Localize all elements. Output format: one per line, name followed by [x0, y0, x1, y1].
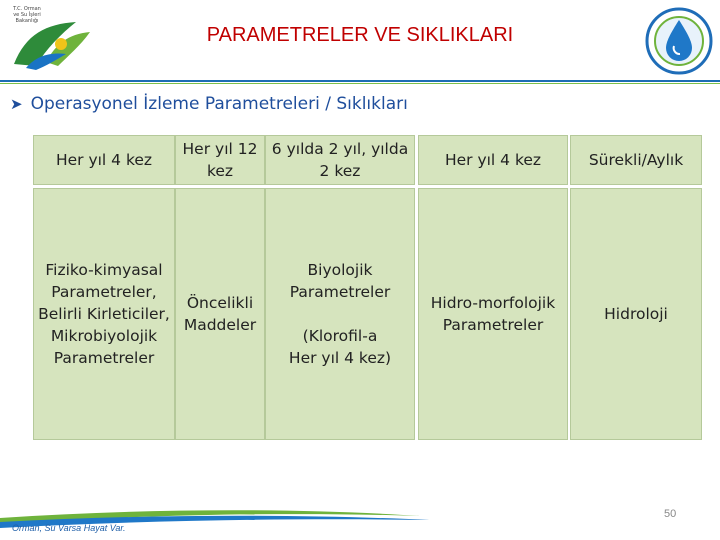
frequency-cell-2 — [175, 135, 265, 185]
category-cell-hydrology — [570, 188, 702, 440]
ministry-logo-text: T.C. Orman ve Su İşleri Bakanlığı — [13, 6, 41, 24]
frequency-label: 6 yılda 2 yıl, yılda 2 kez — [271, 140, 409, 180]
title-divider-accent — [0, 83, 720, 84]
category-cell-biological — [265, 188, 415, 440]
arrow-bullet-icon: ➤ — [10, 95, 23, 113]
frequency-label: Her yıl 12 kez — [182, 140, 258, 180]
category-label: Öncelikli Maddeler — [183, 294, 257, 334]
page-number: 50 — [664, 508, 677, 520]
category-cell-physico-chemical — [33, 188, 175, 440]
section-heading — [10, 92, 408, 116]
category-cell-priority-substances — [175, 188, 265, 440]
footer-slogan: Orman, Su Varsa Hayat Var. — [12, 523, 126, 533]
frequency-cell-3 — [265, 135, 415, 185]
frequency-label: Sürekli/Aylık — [588, 151, 684, 169]
category-label: Fiziko-kimyasal Parametreler, Belirli Kirleticiler, Mikrobiyolojik Parametreler — [38, 261, 170, 367]
footer-swoosh — [0, 500, 720, 540]
category-label: Biyolojik Parametreler — [289, 261, 391, 301]
frequency-label: Her yıl 4 kez — [55, 151, 153, 169]
section-heading-text: Operasyonel İzleme Parametreleri / Sıklıkları — [30, 94, 408, 114]
category-cell-hydromorphological — [418, 188, 568, 440]
category-note: (Klorofil-a Her yıl 4 kez) — [288, 327, 392, 367]
title-divider — [0, 80, 720, 82]
frequency-cell-5 — [570, 135, 702, 185]
page-title: PARAMETRELER VE SIKLIKLARI — [206, 24, 514, 46]
frequency-cell-4 — [418, 135, 568, 185]
category-label: Hidroloji — [604, 305, 668, 323]
frequency-label: Her yıl 4 kez — [444, 151, 542, 169]
category-label: Hidro-morfolojik Parametreler — [430, 294, 556, 334]
frequency-cell-1 — [33, 135, 175, 185]
